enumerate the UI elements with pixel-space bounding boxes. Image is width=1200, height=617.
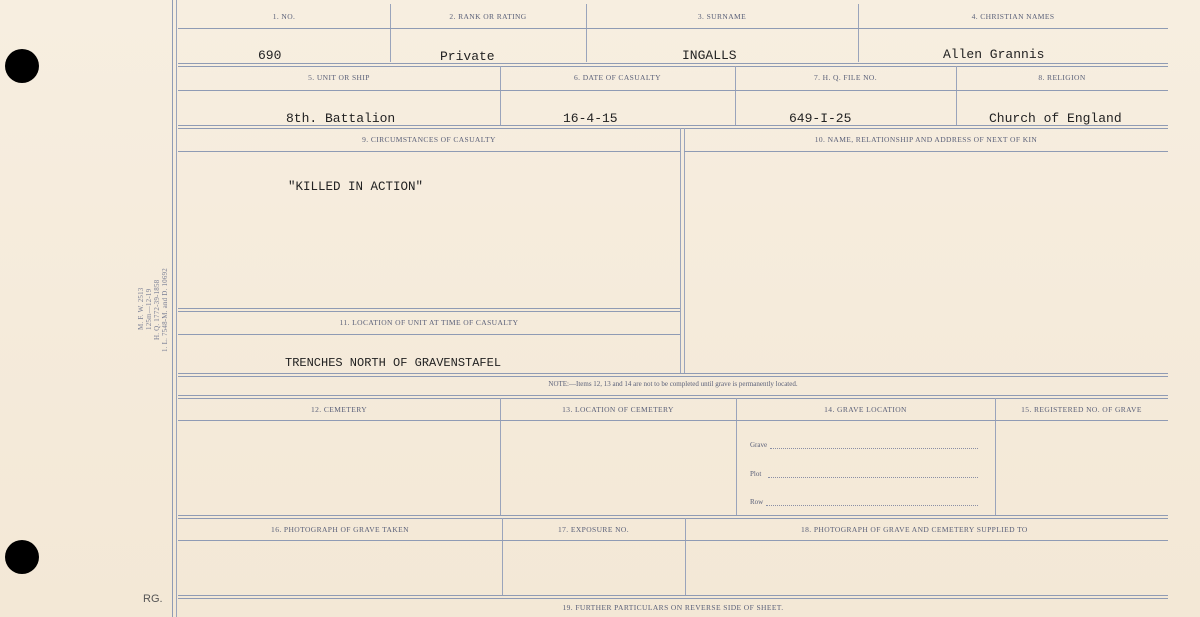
file-no-header: 7. H. Q. FILE NO. [813,73,878,82]
row-label: Row [750,498,764,506]
no-value: 690 [258,48,282,63]
divider [680,128,681,373]
rule [178,518,1168,519]
plot-label: Plot [750,470,762,478]
date-header: 6. DATE OF CASUALTY [574,73,661,82]
photo-supplied-header: 18. PHOTOGRAPH OF GRAVE AND CEMETERY SUPPLIED TO [801,525,1028,534]
unit-value: 8th. Battalion [286,111,396,126]
side-print-line: M. F. W. 2513 [137,287,145,330]
rule [178,151,680,152]
grave-location-header: 14. GRAVE LOCATION [824,405,907,414]
date-value: 16-4-15 [563,111,618,126]
rule [178,128,1168,129]
cemetery-header: 12. CEMETERY [310,405,368,414]
punch-hole [5,540,39,574]
rule [178,540,1168,541]
religion-value: Church of England [989,111,1122,126]
rule [178,373,1168,374]
next-of-kin-header: 10. NAME, RELATIONSHIP AND ADDRESS OF NEXT OF KIN [814,135,1038,144]
location-unit-value: TRENCHES NORTH OF GRAVENSTAFEL [285,356,502,370]
surname-value: INGALLS [682,48,737,63]
rule [178,311,680,312]
rule [684,151,1168,152]
religion-header: 8. RELIGION [1038,73,1086,82]
grave-dotted-line [770,448,978,449]
rule [178,90,1168,91]
cemetery-location-header: 13. LOCATION OF CEMETERY [562,405,674,414]
side-print-line: 1. L. 7548-M. and D. 10692 [161,268,169,352]
rule [178,598,1168,599]
rule [178,515,1168,516]
plot-dotted-line [768,477,978,478]
side-print-line: H. Q. 1772-39-1858 [153,279,161,340]
divider [995,398,996,515]
rule [178,308,680,309]
rank-value: Private [440,49,495,64]
footer-text: 19. FURTHER PARTICULARS ON REVERSE SIDE OF SHEET. [562,603,784,612]
punch-hole [5,49,39,83]
rule [178,28,1168,29]
registered-no-header: 15. REGISTERED NO. OF GRAVE [1021,405,1142,414]
rule [178,420,1168,421]
side-print-line: 125m—12-19 [145,288,153,330]
divider [736,398,737,515]
location-unit-header: 11. LOCATION OF UNIT AT TIME OF CASUALTY [339,318,519,327]
exposure-no-header: 17. EXPOSURE NO. [558,525,629,534]
circumstances-value: "KILLED IN ACTION" [288,180,424,194]
rule [178,376,1168,377]
circumstances-header: 9. CIRCUMSTANCES OF CASUALTY [362,135,496,144]
unit-header: 5. UNIT OR SHIP [308,73,370,82]
rule [178,398,1168,399]
file-no-value: 649-I-25 [789,111,852,126]
row-dotted-line [766,505,978,506]
form-left-border-inner [176,0,177,617]
rule [178,395,1168,396]
grave-label: Grave [750,441,768,449]
surname-header: 3. SURNAME [697,12,747,21]
no-header: 1. NO. [272,12,296,21]
christian-names-header: 4. CHRISTIAN NAMES [971,12,1055,21]
photo-taken-header: 16. PHOTOGRAPH OF GRAVE TAKEN [271,525,409,534]
divider [684,128,685,373]
divider [500,398,501,515]
rule [178,63,1168,64]
christian-names-value: Allen Grannis [943,47,1045,62]
corner-mark: RG. [143,593,163,605]
rule [178,595,1168,596]
rule [178,334,680,335]
note-text: NOTE:—Items 12, 13 and 14 are not to be completed until grave is permanently located. [548,380,798,388]
form-left-border [172,0,173,617]
rule [178,66,1168,67]
rank-header: 2. RANK OR RATING [449,12,527,21]
